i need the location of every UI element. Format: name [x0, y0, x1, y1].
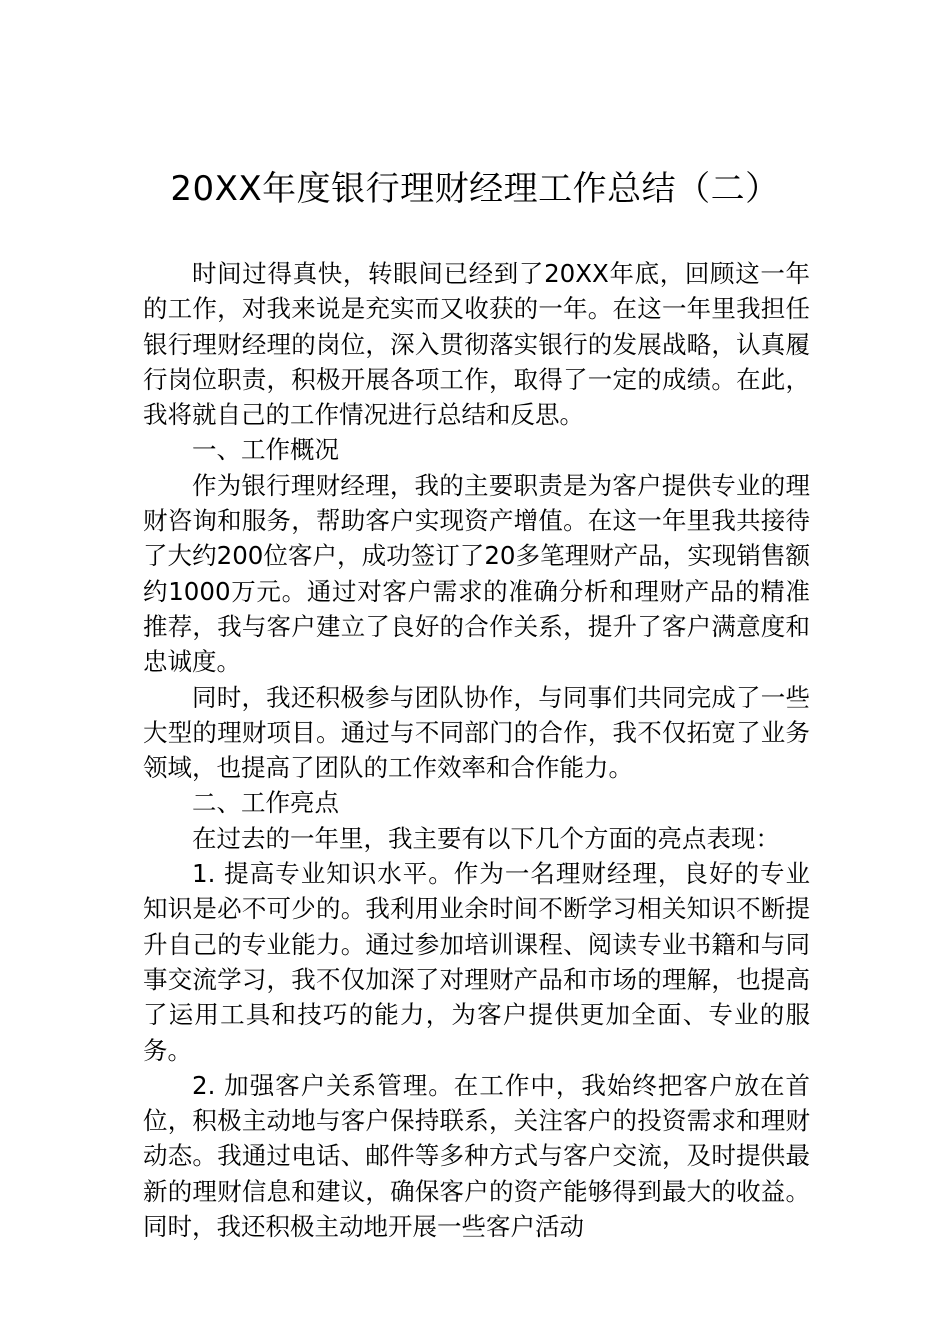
intro-paragraph: 时间过得真快，转眼间已经到了20XX年底，回顾这一年的工作，对我来说是充实而又收获的一年。在这一年里我担任银行理财经理的岗位，深入贯彻落实银行的发展战略，认真履行岗位职责，积极开展各项工作，取得了一定的成绩。在此，我将就自己的工作情况进行总结和反思。: [143, 259, 810, 430]
highlights-intro-paragraph: 在过去的一年里，我主要有以下几个方面的亮点表现：: [192, 823, 780, 853]
highlight-item-1: 1. 提高专业知识水平。作为一名理财经理，良好的专业知识是必不可少的。我利用业余时间不断学习相关知识不断提升自己的专业能力。通过参加培训课程、阅读专业书籍和与同事交流学习，我不仅加深了对理财产品和市场的理解，也提高了运用工具和技巧的能力，为客户提供更加全面、专业的服务。: [143, 859, 810, 1065]
overview-paragraph: 作为银行理财经理，我的主要职责是为客户提供专业的理财咨询和服务，帮助客户实现资产增值。在这一年里我共接待了大约200位客户，成功签订了20多笔理财产品，实现销售额约1000万元。通过对客户需求的准确分析和理财产品的精准推荐，我与客户建立了良好的合作关系，提升了客户满意度和忠诚度。: [143, 470, 810, 677]
document-title: 20XX年度银行理财经理工作总结（二）: [170, 169, 780, 209]
teamwork-paragraph: 同时，我还积极参与团队协作，与同事们共同完成了一些大型的理财项目。通过与不同部门的合作，我不仅拓宽了业务领域，也提高了团队的工作效率和合作能力。: [143, 682, 810, 783]
section-heading-overview: 一、工作概况: [192, 435, 339, 465]
section-heading-highlights: 二、工作亮点: [192, 788, 339, 818]
document-body: [143, 256, 810, 1244]
highlight-item-2: 2. 加强客户关系管理。在工作中，我始终把客户放在首位，积极主动地与客户保持联系，关注客户的投资需求和理财动态。我通过电话、邮件等多种方式与客户交流，及时提供最新的理财信息和建议，确保客户的资产能够得到最大的收益。同时，我还积极主动地开展一些客户活动: [143, 1070, 810, 1242]
